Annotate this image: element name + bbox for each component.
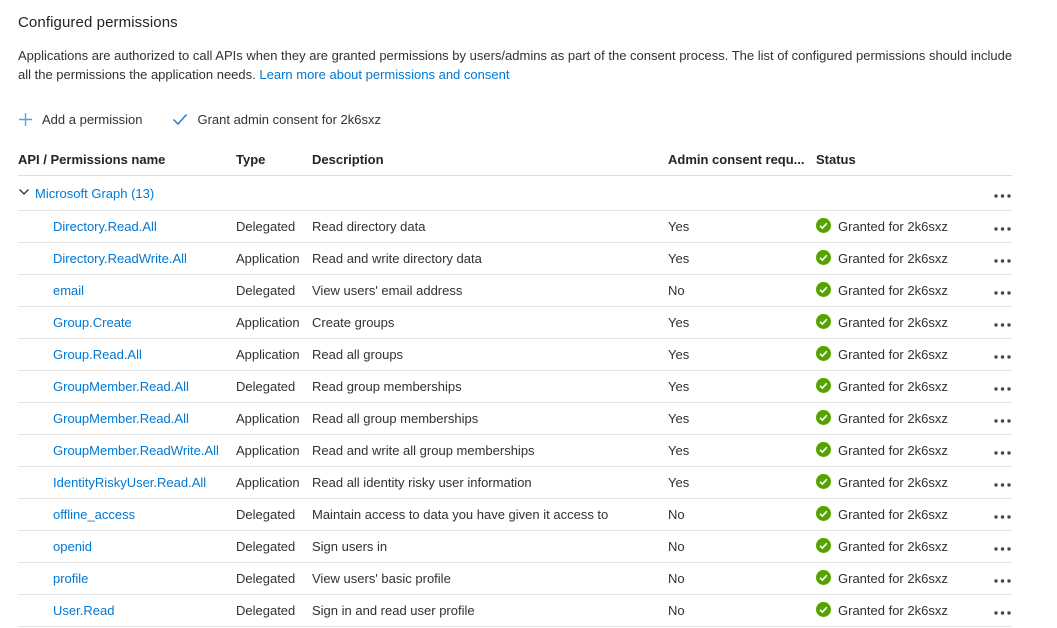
collapse-group-button[interactable] [18, 186, 30, 201]
grant-admin-consent-label: Grant admin consent for 2k6sxz [197, 112, 381, 127]
granted-check-icon [816, 282, 831, 300]
permission-row [18, 435, 1012, 467]
permission-status [816, 218, 988, 236]
column-header-api-permissions-name: API / Permissions name [18, 151, 166, 167]
granted-check-icon [816, 346, 831, 364]
column-header-type: Type [236, 151, 266, 167]
admin-consent-required-value: Yes [668, 411, 690, 426]
granted-check-icon [816, 314, 831, 332]
permission-status [816, 570, 988, 588]
status-text: Granted for 2k6sxz [838, 475, 948, 490]
more-options-icon [994, 603, 1011, 618]
permission-more-options-button[interactable] [993, 280, 1012, 301]
column-header-admin-consent-required: Admin consent requ... [668, 151, 805, 167]
permission-row [18, 595, 1012, 627]
permission-status [816, 506, 988, 524]
column-header-actions [988, 159, 1012, 166]
status-text: Granted for 2k6sxz [838, 219, 948, 234]
admin-consent-required-value: Yes [668, 219, 690, 234]
more-options-icon [994, 315, 1011, 330]
permission-description: Read all identity risky user information [312, 475, 532, 490]
more-options-icon [994, 475, 1011, 490]
more-options-icon [994, 251, 1011, 266]
permission-name-link[interactable]: Group.Create [53, 315, 132, 330]
permission-description: Read and write directory data [312, 251, 482, 266]
permission-name-link[interactable]: Directory.Read.All [53, 219, 157, 234]
permission-more-options-button[interactable] [993, 472, 1012, 493]
api-group-link[interactable]: Microsoft Graph (13) [35, 185, 155, 201]
status-text: Granted for 2k6sxz [838, 571, 948, 586]
permission-type: Delegated [236, 603, 296, 618]
permission-type: Delegated [236, 219, 296, 234]
permission-description: View users' basic profile [312, 571, 451, 586]
admin-consent-required-value: No [668, 603, 685, 618]
status-text: Granted for 2k6sxz [838, 411, 948, 426]
status-text: Granted for 2k6sxz [838, 539, 948, 554]
status-text: Granted for 2k6sxz [838, 347, 948, 362]
permission-more-options-button[interactable] [993, 376, 1012, 397]
granted-check-icon [816, 218, 831, 236]
permission-description: Maintain access to data you have given it access to [312, 507, 609, 522]
column-header-status: Status [816, 151, 856, 167]
admin-consent-required-value: Yes [668, 315, 690, 330]
permission-more-options-button[interactable] [993, 248, 1012, 269]
permission-row [18, 499, 1012, 531]
permission-status [816, 602, 988, 620]
permission-name-link[interactable]: GroupMember.Read.All [53, 411, 189, 426]
admin-consent-required-value: No [668, 539, 685, 554]
granted-check-icon [816, 602, 831, 620]
permission-name-link[interactable]: email [53, 283, 85, 298]
permission-status [816, 282, 988, 300]
status-text: Granted for 2k6sxz [838, 315, 948, 330]
permission-status [816, 378, 988, 396]
admin-consent-required-value: Yes [668, 475, 690, 490]
api-group-row [18, 176, 1012, 211]
checkmark-icon [172, 113, 188, 126]
permission-row [18, 307, 1012, 339]
permission-more-options-button[interactable] [993, 568, 1012, 589]
group-more-options-button[interactable] [993, 183, 1012, 204]
description-text [18, 46, 1018, 84]
permission-description: View users' email address [312, 283, 463, 298]
permission-more-options-button[interactable] [993, 536, 1012, 557]
permission-type: Delegated [236, 507, 296, 522]
permission-row [18, 211, 1012, 243]
permission-name-link[interactable]: Directory.ReadWrite.All [53, 251, 187, 266]
permission-more-options-button[interactable] [993, 504, 1012, 525]
column-header-description: Description [312, 151, 384, 167]
permission-type: Delegated [236, 571, 296, 586]
permission-status [816, 538, 988, 556]
granted-check-icon [816, 506, 831, 524]
granted-check-icon [816, 250, 831, 268]
permissions-rows [18, 211, 1012, 627]
permission-row [18, 403, 1012, 435]
grant-admin-consent-button[interactable] [172, 110, 381, 129]
permission-name-link[interactable]: GroupMember.Read.All [53, 379, 189, 394]
admin-consent-required-value: No [668, 283, 685, 298]
permission-more-options-button[interactable] [993, 600, 1012, 621]
permission-type: Delegated [236, 539, 296, 554]
more-options-icon [994, 283, 1011, 298]
more-options-icon [994, 539, 1011, 554]
permission-type: Delegated [236, 379, 296, 394]
learn-more-link[interactable]: Learn more about permissions and consent [259, 67, 510, 82]
permission-type: Application [236, 251, 300, 266]
permission-row [18, 531, 1012, 563]
permission-row [18, 275, 1012, 307]
permission-name-link[interactable]: User.Read [53, 603, 115, 618]
status-text: Granted for 2k6sxz [838, 443, 948, 458]
more-options-icon [994, 411, 1011, 426]
more-options-icon [994, 219, 1011, 234]
permission-type: Application [236, 475, 300, 490]
permission-status [816, 314, 988, 332]
permission-row [18, 371, 1012, 403]
granted-check-icon [816, 538, 831, 556]
admin-consent-required-value: Yes [668, 443, 690, 458]
admin-consent-required-value: No [668, 571, 685, 586]
status-text: Granted for 2k6sxz [838, 379, 948, 394]
permission-more-options-button[interactable] [993, 408, 1012, 429]
admin-consent-required-value: Yes [668, 251, 690, 266]
permission-name-link[interactable]: IdentityRiskyUser.Read.All [53, 475, 207, 490]
granted-check-icon [816, 442, 831, 460]
permission-status [816, 410, 988, 428]
granted-check-icon [816, 378, 831, 396]
permission-description: Read group memberships [312, 379, 462, 394]
more-options-icon [994, 443, 1011, 458]
admin-consent-required-value: Yes [668, 379, 690, 394]
permission-name-link[interactable]: offline_access [53, 507, 136, 522]
permission-row [18, 243, 1012, 275]
add-permission-label: Add a permission [42, 112, 143, 127]
permission-description: Read directory data [312, 219, 426, 234]
permission-name-link[interactable]: GroupMember.ReadWrite.All [53, 443, 219, 458]
more-options-icon [994, 379, 1011, 394]
permission-description: Create groups [312, 315, 395, 330]
plus-icon [18, 112, 33, 127]
add-permission-button[interactable] [18, 110, 142, 129]
more-options-icon [994, 347, 1011, 362]
permissions-table [18, 150, 1012, 627]
status-text: Granted for 2k6sxz [838, 507, 948, 522]
permission-type: Application [236, 411, 300, 426]
permission-more-options-button[interactable] [993, 216, 1012, 237]
page-title: Configured permissions [18, 14, 178, 31]
permission-description: Read all group memberships [312, 411, 479, 426]
permission-row [18, 339, 1012, 371]
more-options-icon [994, 186, 1011, 201]
permission-type: Application [236, 443, 300, 458]
description-body: Applications are authorized to call APIs when they are granted permissions by users/admins as part of the consent process. The list of configured permissions should include all the permissions the application needs. [18, 48, 1013, 82]
permission-more-options-button[interactable] [993, 440, 1012, 461]
permission-name-link[interactable]: openid [53, 539, 93, 554]
status-text: Granted for 2k6sxz [838, 251, 948, 266]
permission-description: Read all groups [312, 347, 404, 362]
permission-more-options-button[interactable] [993, 312, 1012, 333]
permission-status [816, 474, 988, 492]
status-text: Granted for 2k6sxz [838, 283, 948, 298]
permission-row [18, 467, 1012, 499]
granted-check-icon [816, 474, 831, 492]
table-header-row [18, 150, 1012, 176]
admin-consent-required-value: Yes [668, 347, 690, 362]
chevron-down-icon [18, 186, 30, 201]
permission-row [18, 563, 1012, 595]
admin-consent-required-value: No [668, 507, 685, 522]
permission-description: Sign users in [312, 539, 388, 554]
permission-name-link[interactable]: profile [53, 571, 89, 586]
permission-type: Delegated [236, 283, 296, 298]
granted-check-icon [816, 570, 831, 588]
permission-name-link[interactable]: Group.Read.All [53, 347, 142, 362]
more-options-icon [994, 507, 1011, 522]
permission-status [816, 346, 988, 364]
command-bar [18, 110, 1030, 129]
permission-description: Sign in and read user profile [312, 603, 475, 618]
more-options-icon [994, 571, 1011, 586]
status-text: Granted for 2k6sxz [838, 603, 948, 618]
permission-description: Read and write all group memberships [312, 443, 535, 458]
permission-status [816, 442, 988, 460]
permission-type: Application [236, 347, 300, 362]
permission-type: Application [236, 315, 300, 330]
granted-check-icon [816, 410, 831, 428]
permission-status [816, 250, 988, 268]
permission-more-options-button[interactable] [993, 344, 1012, 365]
